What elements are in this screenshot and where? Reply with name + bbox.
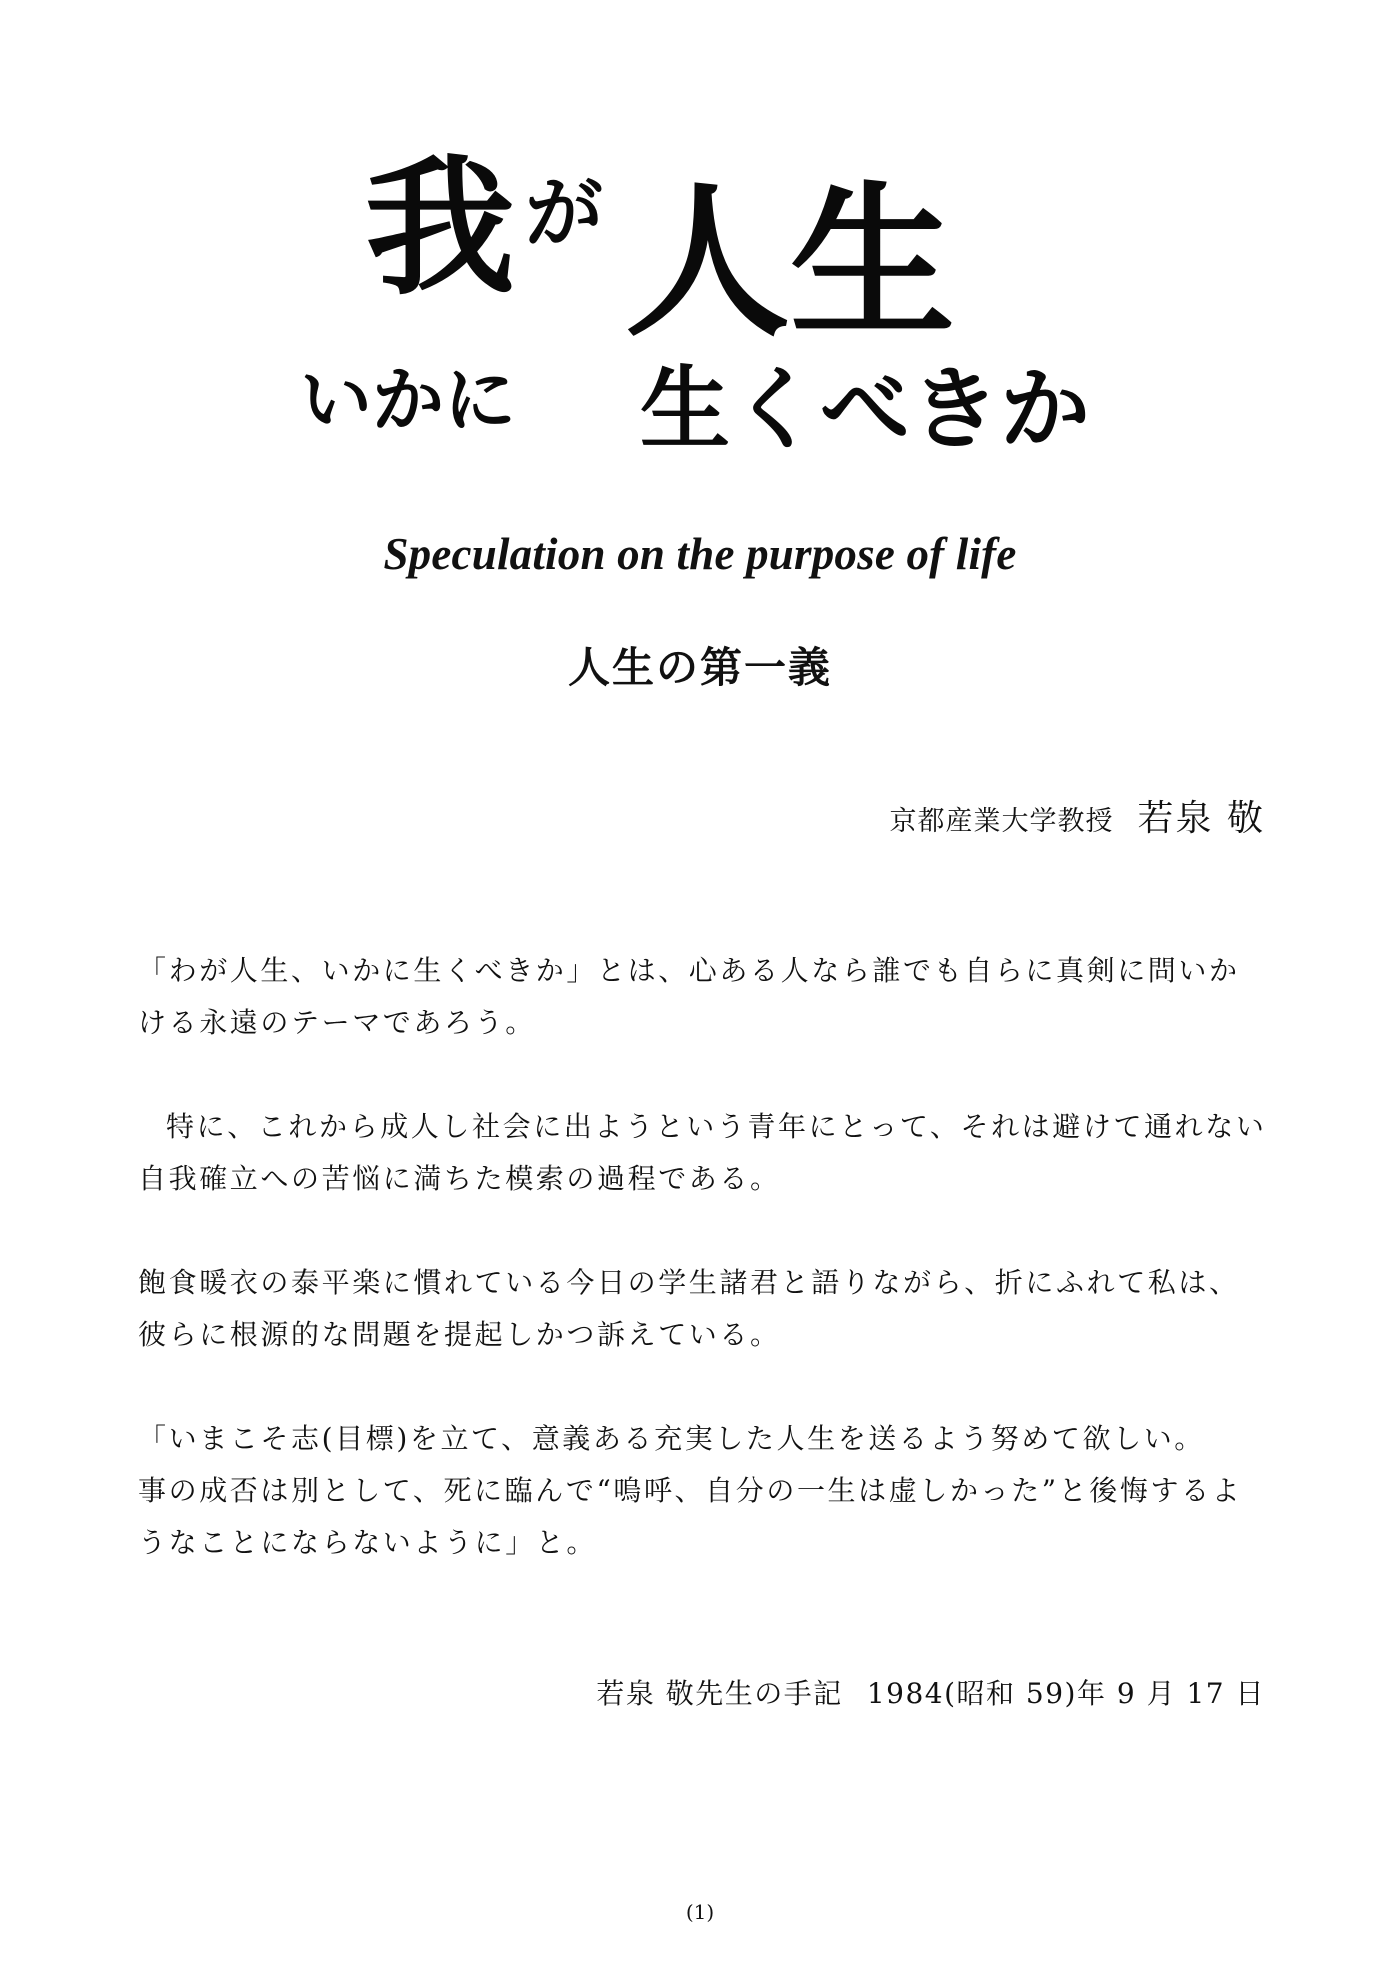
calligraphy-char-ware: 我 — [365, 140, 516, 316]
calligraphy-ikani: いかに — [300, 357, 517, 442]
paragraph-1: 「わが人生、いかに生くべきか」とは、心ある人なら誰でも自らに真剣に問いかける永遠のテーマであろう。 — [138, 954, 1240, 1039]
source-note — [596, 1672, 1265, 1712]
body-text — [138, 945, 1268, 1621]
english-subtitle: Speculation on the purpose of life — [383, 529, 1017, 579]
calligraphy-title-svg — [270, 120, 1150, 480]
paragraph-5: 事の成否は別として、死に臨んで“嗚呼、自分の一生は虚しかった”と後悔するようなことにならないように」と。 — [138, 1474, 1243, 1559]
source-note-date: 1984(昭和 59)年 9 月 17 日 — [866, 1677, 1265, 1710]
japanese-subtitle: 人生の第一義 — [567, 643, 832, 692]
paragraph-3: 飽食暖衣の泰平楽に慣れている今日の学生諸君と語りながら、折にふれて私は、彼らに根源的な問題を提起しかつ訴えている。 — [138, 1266, 1240, 1351]
paragraph-4: 「いまこそ志(目標)を立て、意義ある充実した人生を送るよう努めて欲しい。 — [138, 1422, 1205, 1455]
calligraphy-char-ga: が — [525, 168, 604, 259]
calligraphy-title — [270, 120, 1150, 480]
author-affiliation: 京都産業大学教授 — [889, 806, 1114, 837]
calligraphy-jinsei: 人生 — [625, 165, 955, 359]
author-line — [890, 790, 1265, 841]
source-note-author: 若泉 敬先生の手記 — [596, 1677, 843, 1710]
author-name: 若泉 敬 — [1137, 798, 1265, 839]
paragraph-2: 特に、これから成人し社会に出ようという青年にとって、それは避けて通れない自我確立への苦悩に満ちた模索の過程である。 — [138, 1110, 1267, 1195]
page-number: (1) — [685, 1900, 715, 1924]
calligraphy-ikubekika: 生くべきか — [640, 356, 1090, 462]
